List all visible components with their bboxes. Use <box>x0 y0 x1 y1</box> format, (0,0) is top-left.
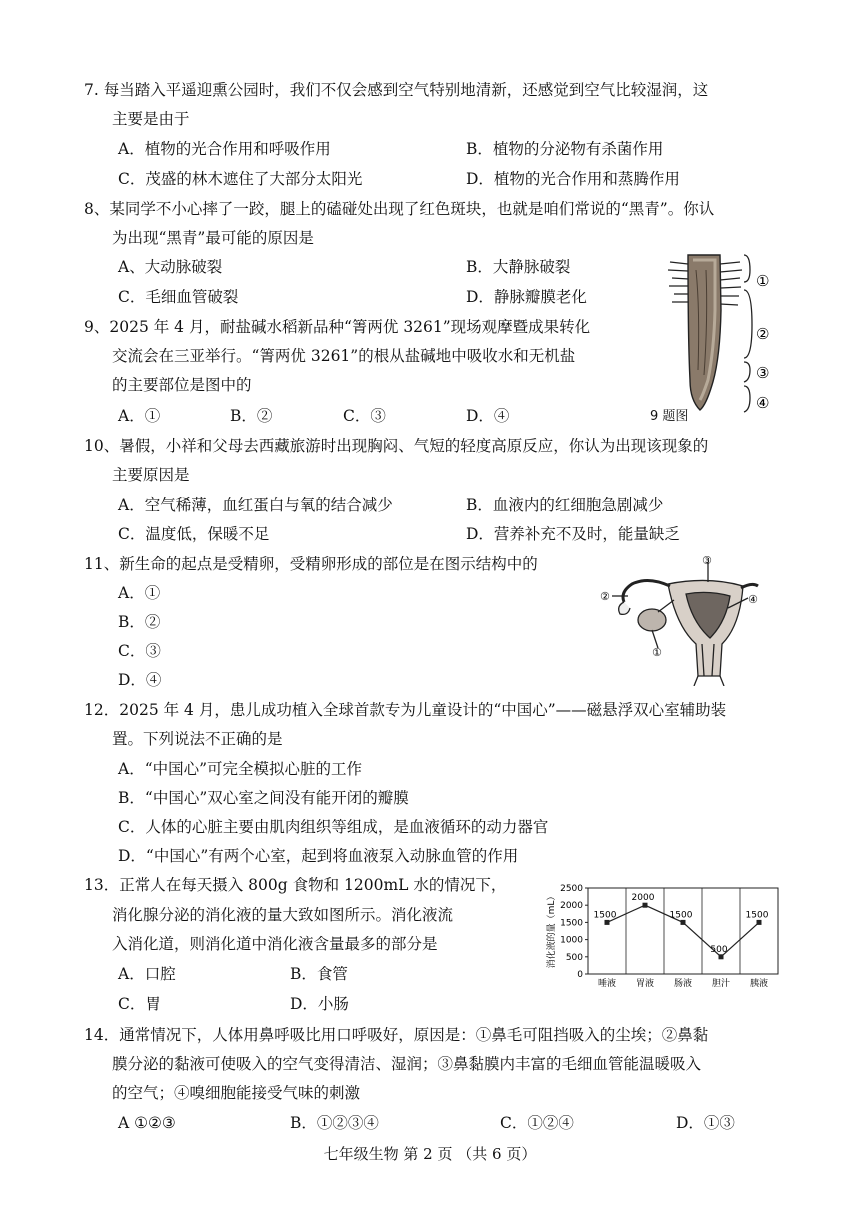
question-14-option-d: D．①③ <box>676 1114 735 1132</box>
question-13-option-b: B．食管 <box>290 965 348 983</box>
question-8-line-1: 8、某同学不小心摔了一跤，腿上的磕碰处出现了红色斑块，也就是咱们常说的“黑青”。你认 <box>84 200 715 218</box>
question-13-line-3: 入消化道，则消化道中消化液含量最多的部分是 <box>112 935 438 953</box>
chart-y-tick-label: 2000 <box>560 901 583 912</box>
question-9-option-b: B．② <box>230 407 273 425</box>
chart-data-label: 1500 <box>745 910 769 921</box>
figure-9-caption: 9 题图 <box>650 409 689 424</box>
root-label-3: ③ <box>756 364 770 382</box>
question-8-option-b: B．大静脉破裂 <box>466 258 571 276</box>
label-4: ④ <box>748 593 758 606</box>
oviduct-label-2: ② <box>600 590 610 603</box>
question-11-option-d: D．④ <box>118 671 162 689</box>
root-label-2: ② <box>756 325 770 343</box>
question-12-line-1: 12．2025 年 4 月，患儿成功植入全球首款专为儿童设计的“中国心”——磁悬浮双心室辅助装 <box>84 701 727 719</box>
chart-point <box>681 920 686 925</box>
question-10-line-1: 10、暑假，小祥和父母去西藏旅游时出现胸闷、气短的轻度高原反应，你认为出现该现象的 <box>84 437 709 455</box>
chart-point <box>719 954 724 959</box>
chart-data-label: 2000 <box>631 893 655 904</box>
root-label-1: ① <box>756 272 770 290</box>
question-8-option-a: A、大动脉破裂 <box>118 258 223 276</box>
question-13-line-1: 13．正常人在每天摄入 800g 食物和 1200mL 水的情况下， <box>84 876 507 894</box>
chart-x-tick-label: 肠液 <box>673 979 693 989</box>
question-7-line-2: 主要是由于 <box>112 110 190 128</box>
digestive-juice-chart <box>540 880 785 990</box>
question-13-line-2: 消化腺分泌的消化液的量大致如图所示。消化液流 <box>112 906 454 924</box>
chart-marks <box>594 893 769 959</box>
question-9-line-3: 的主要部位是图中的 <box>112 376 252 394</box>
chart-y-tick-label: 0 <box>577 970 583 980</box>
chart-y-tick-label: 1500 <box>560 918 583 929</box>
chart-axes <box>560 884 778 989</box>
root-label-4: ④ <box>756 394 770 412</box>
chart-data-label: 1500 <box>669 910 693 921</box>
question-8-line-2: 为出现“黑青”最可能的原因是 <box>112 229 314 247</box>
chart-data-label: 500 <box>710 944 728 955</box>
question-11-option-a: A．① <box>118 584 161 602</box>
question-8-option-d: D．静脉瓣膜老化 <box>466 288 587 306</box>
question-12-option-a: A．“中国心”可完全模拟心脏的工作 <box>118 760 363 778</box>
question-7-option-a: A．植物的光合作用和呼吸作用 <box>118 140 331 158</box>
question-14-line-3: 的空气；④嗅细胞能接受气味的刺激 <box>112 1084 361 1102</box>
question-9-line-2: 交流会在三亚举行。“箐两优 3261”的根从盐碱地中吸收水和无机盐 <box>112 347 576 365</box>
chart-y-tick-label: 2500 <box>560 884 583 894</box>
question-11-option-b: B．② <box>118 613 161 631</box>
question-14-line-1: 14．通常情况下，人体用鼻呼吸比用口呼吸好，原因是：①鼻毛可阻挡吸入的尘埃；②鼻黏 <box>84 1026 709 1044</box>
question-7-line-1: 7. 每当踏入平遥迎熏公园时，我们不仅会感到空气特别地清新，还感觉到空气比较湿润，这 <box>84 81 709 99</box>
question-7-option-c: C．茂盛的林木遮住了大部分太阳光 <box>118 170 363 188</box>
question-13-option-d: D．小肠 <box>290 995 349 1013</box>
chart-x-tick-label: 胰液 <box>749 979 769 989</box>
page-footer: 七年级生物 第 2 页 （共 6 页） <box>323 1145 537 1163</box>
uterus-label-3: ③ <box>702 556 712 567</box>
question-10-option-d: D．营养补充不及时，能量缺乏 <box>466 525 680 543</box>
chart-y-tick-label: 1000 <box>560 935 583 946</box>
chart-point <box>643 903 648 908</box>
question-9-option-a: A．① <box>118 407 161 425</box>
question-10-option-b: B．血液内的红细胞急剧减少 <box>466 496 664 514</box>
question-9-option-c: C．③ <box>343 407 386 425</box>
question-14-option-c: C．①②④ <box>500 1114 574 1132</box>
question-13-option-a: A．口腔 <box>118 965 176 983</box>
question-9-line-1: 9、2025 年 4 月，耐盐碱水稻新品种“箐两优 3261”现场观摩暨成果转化 <box>84 318 591 336</box>
root-tip-figure <box>660 250 790 425</box>
question-7-option-b: B．植物的分泌物有杀菌作用 <box>466 140 664 158</box>
question-14-line-2: 膜分泌的黏液可使吸入的空气变得清洁、湿润；③鼻黏膜内丰富的毛细血管能温暖吸入 <box>112 1055 702 1073</box>
chart-data-label: 1500 <box>593 910 617 921</box>
question-11-line-1: 11、新生命的起点是受精卵，受精卵形成的部位是在图示结构中的 <box>84 555 538 573</box>
chart-y-tick-label: 500 <box>565 952 583 963</box>
chart-x-tick-label: 唾液 <box>597 979 617 989</box>
question-10-option-c: C．温度低，保暖不足 <box>118 525 270 543</box>
chart-point <box>605 920 610 925</box>
chart-point <box>757 920 762 925</box>
question-7-option-d: D．植物的光合作用和蒸腾作用 <box>466 170 680 188</box>
question-13-option-c: C．胃 <box>118 995 161 1013</box>
ovary-label-1: ① <box>652 646 662 659</box>
question-14-option-b: B．①②③④ <box>290 1114 379 1132</box>
question-12-option-b: B．“中国心”双心室之间没有能开闭的瓣膜 <box>118 789 409 807</box>
chart-x-tick-label: 胃液 <box>635 979 655 989</box>
question-12-option-d: D．“中国心”有两个心室，起到将血液泵入动脉血管的作用 <box>118 847 519 865</box>
question-10-line-2: 主要原因是 <box>112 466 190 484</box>
question-12-line-2: 置。下列说法不正确的是 <box>112 730 283 748</box>
reproductive-system-figure <box>598 556 768 686</box>
question-10-option-a: A．空气稀薄，血红蛋白与氧的结合减少 <box>118 496 393 514</box>
question-12-option-c: C．人体的心脏主要由肌肉组织等组成，是血液循环的动力器官 <box>118 818 549 836</box>
chart-x-tick-label: 胆汁 <box>711 979 731 989</box>
question-11-option-c: C．③ <box>118 642 161 660</box>
chart-y-axis-label: 消化液的量（mL） <box>547 891 557 969</box>
question-14-option-a: A ①②③ <box>118 1114 176 1132</box>
question-9-option-d: D．④ <box>466 407 510 425</box>
question-8-option-c: C．毛细血管破裂 <box>118 288 239 306</box>
